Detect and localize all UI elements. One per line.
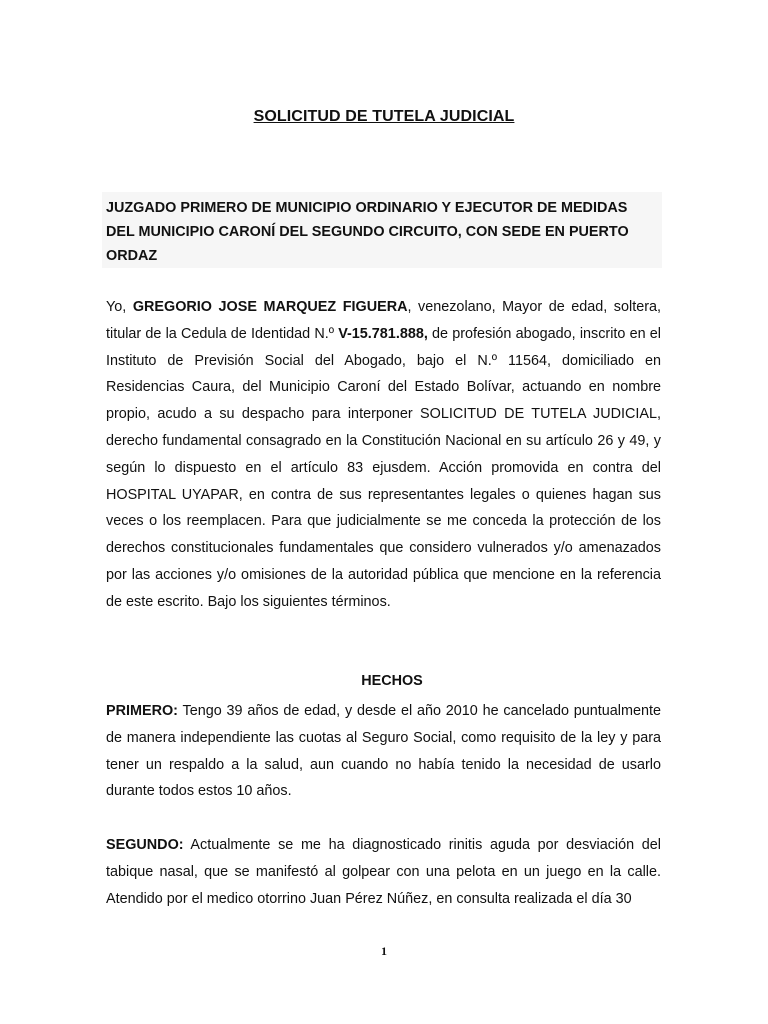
segundo-paragraph bbox=[106, 832, 661, 912]
court-heading: JUZGADO PRIMERO DE MUNICIPIO ORDINARIO Y EJECUTOR DE MEDIDAS DEL MUNICIPIO CARONÍ DEL SEGUNDO CIRCUITO, CON SEDE EN PUERTO ORDAZ bbox=[102, 192, 662, 268]
petitioner-name: GREGORIO JOSE MARQUEZ FIGUERA bbox=[132, 299, 408, 315]
document-title: SOLICITUD DE TUTELA JUDICIAL bbox=[253, 108, 515, 125]
section-heading-hechos: HECHOS bbox=[361, 673, 423, 689]
intro-text-1: Yo, bbox=[106, 299, 133, 315]
intro-paragraph bbox=[106, 294, 661, 616]
id-number: V-15.781.888, bbox=[338, 325, 428, 342]
primero-label: PRIMERO: bbox=[106, 703, 178, 719]
page-number: 1 bbox=[381, 944, 387, 958]
segundo-label: SEGUNDO: bbox=[106, 837, 184, 853]
intro-text-2: , venezolano, Mayor de edad, soltera, titular de la Cedula de Identidad N.º bbox=[106, 299, 661, 342]
primero-text: Tengo 39 años de edad, y desde el año 2010 he cancelado puntualmente de manera independiente las cuotas al Seguro Social, como requisito de la ley y para tener un respaldo a la salud, aun cuando no había tenido la necesidad de usarlo durante todos estos 10 años. bbox=[106, 703, 661, 800]
intro-text-3: de profesión abogado, inscrito en el Instituto de Previsión Social del Abogado, bajo el N.º 11564, domiciliado en Residencias Caura, del Municipio Caroní del Estado Bolívar, actuando en nombre propio, acudo a su despacho para interponer SOLICITUD DE TUTELA JUDICIAL, derecho fundamental consagrado en la Constitución Nacional en su artículo 26 y 49, y según lo dispuesto en el artículo 83 ejusdem. Acción promovida en contra del HOSPITAL UYAPAR, en contra de sus representantes legales o quienes hagan sus veces o los reemplacen. Para que judicialmente se me conceda la protección de los derechos constitucionales fundamentales que considero vulnerados y/o amenazados por las acciones y/o omisiones de la autoridad pública que mencione en la referencia de este escrito. Bajo los siguientes términos. bbox=[106, 325, 661, 610]
primero-paragraph bbox=[106, 698, 661, 805]
segundo-text: Actualmente se me ha diagnosticado rinitis aguda por desviación del tabique nasal, que se manifestó al golpear con una pelota en un juego en la calle. Atendido por el medico otorrino Juan Pérez Núñez, en consulta realizada el día 30 bbox=[106, 837, 661, 907]
